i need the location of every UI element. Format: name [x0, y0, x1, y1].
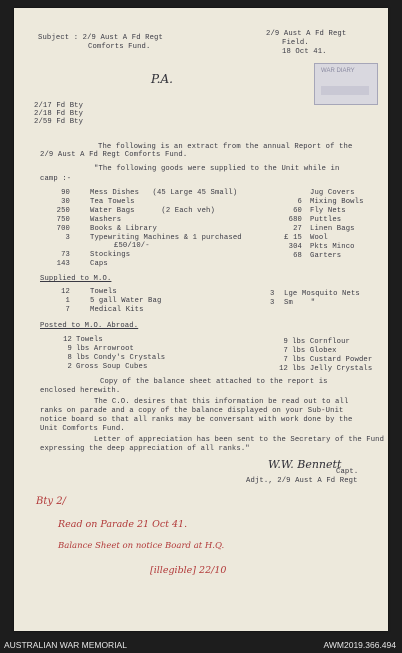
abroad-item: Towels [76, 336, 103, 344]
goods-qty: 27 [293, 225, 302, 233]
mo-item: Lge Mosquito Nets [284, 290, 360, 298]
abroad-qty: 9 [283, 338, 288, 346]
battery-item: 2/17 Fd Bty [34, 102, 84, 110]
abroad-qty: 12 [279, 365, 288, 373]
goods-qty: 700 [56, 225, 70, 233]
abroad-qty: 8 [67, 354, 72, 362]
goods-item: Washers [90, 216, 122, 224]
goods-intro-line: "The following goods were supplied to the Unit while in [94, 165, 340, 173]
goods-item: Water Bags (2 Each veh) [90, 207, 215, 215]
goods-item: Wool [310, 234, 328, 242]
mo-item: Towels [90, 288, 117, 296]
closing-line: Letter of appreciation has been sent to the Secretary of the Fund [94, 436, 385, 444]
goods-item: Pkts Minco [310, 243, 355, 251]
footer-institution: AUSTRALIAN WAR MEMORIAL [4, 640, 127, 650]
goods-item: Jug Covers [310, 189, 355, 197]
abroad-qty: 7 [283, 356, 288, 364]
goods-qty: 6 [297, 198, 302, 206]
abroad-item: lbs Condy's Crystals [76, 354, 166, 362]
document-page [14, 8, 388, 631]
closing-line: expressing the deep appreciation of all ranks." [40, 445, 250, 453]
abroad-qty: 7 [283, 347, 288, 355]
closing-line: The C.O. desires that this information be read out to all [94, 398, 349, 406]
goods-intro-line: camp :- [40, 175, 72, 183]
goods-item: Mixing Bowls [310, 198, 364, 206]
unit-name: 2/9 Aust A Fd Regt [266, 30, 347, 38]
abroad-item: lbs Jelly Crystals [292, 365, 373, 373]
closing-line: notice board so that all ranks may be conversant with work done by the [40, 416, 353, 424]
goods-qty: 73 [61, 251, 70, 259]
closing-line: Unit Comforts Fund. [40, 425, 125, 433]
unit-location: Field. [282, 39, 309, 47]
goods-item: Fly Nets [310, 207, 346, 215]
signatory-role: Adjt., 2/9 Aust A Fd Regt [246, 477, 358, 485]
goods-item: Linen Bags [310, 225, 355, 233]
goods-item: Puttles [310, 216, 342, 224]
goods-item: Caps [90, 260, 108, 268]
abroad-qty: 2 [67, 363, 72, 371]
handwritten-pa-mark: P.A. [151, 72, 173, 86]
mo-qty: 3 [270, 290, 275, 298]
handwritten-initials: [illegible] 22/10 [150, 565, 227, 576]
goods-qty: £ 15 [284, 234, 302, 242]
goods-item: Stockings [90, 251, 131, 259]
battery-item: 2/18 Fd Bty [34, 110, 84, 118]
abroad-qty: 12 [63, 336, 72, 344]
section-heading-mo: Supplied to M.O. [40, 275, 112, 283]
goods-qty: 90 [61, 189, 70, 197]
abroad-item: lbs Globex [292, 347, 337, 355]
closing-line: ranks on parade and a copy of the balance displayed on your Sub-Unit [40, 407, 344, 415]
battery-item: 2/59 Fd Bty [34, 118, 84, 126]
abroad-item: lbs Arrowroot [76, 345, 135, 353]
goods-qty: 30 [61, 198, 70, 206]
mo-qty: 7 [65, 306, 70, 314]
abroad-item: Gross Soup Cubes [76, 363, 148, 371]
signatory-rank: Capt. [336, 468, 359, 476]
mo-item: Sm " [284, 299, 316, 307]
goods-qty: 304 [288, 243, 302, 251]
goods-item: Books & Library [90, 225, 157, 233]
goods-qty: 250 [56, 207, 70, 215]
goods-qty: 750 [56, 216, 70, 224]
goods-item: £50/10/- [114, 242, 150, 250]
mo-qty: 3 [270, 299, 275, 307]
abroad-item: lbs Cornflour [292, 338, 351, 346]
mo-qty: 1 [65, 297, 70, 305]
subject-line: Subject : 2/9 Aust A Fd Regt [38, 34, 163, 42]
stamp-text: WAR DIARY [321, 68, 355, 74]
mo-item: Medical Kits [90, 306, 144, 314]
subject-line-2: Comforts Fund. [88, 43, 151, 51]
handwritten-note-read: Read on Parade 21 Oct 41. [58, 519, 188, 530]
goods-qty: 3 [65, 234, 70, 242]
goods-item: Garters [310, 252, 342, 260]
section-heading-abroad: Posted to M.O. Abroad. [40, 322, 139, 330]
signature: W.W. Bennett [268, 458, 342, 471]
mo-qty: 12 [61, 288, 70, 296]
mo-item: 5 gall Water Bag [90, 297, 162, 305]
goods-qty: 143 [56, 260, 70, 268]
goods-qty: 68 [293, 252, 302, 260]
intro-line: 2/9 Aust A Fd Regt Comforts Fund. [40, 151, 188, 159]
goods-item: Typewriting Machines & 1 purchased [90, 234, 242, 242]
abroad-qty: 9 [67, 345, 72, 353]
handwritten-note-battery: Bty 2/ [36, 496, 66, 507]
archive-footer [0, 638, 402, 653]
goods-item: Mess Dishes (45 Large 45 Small) [90, 189, 238, 197]
stamp-redaction [321, 86, 369, 95]
footer-accession: AWM2019.366.494 [323, 640, 396, 650]
goods-qty: 60 [293, 207, 302, 215]
document-date: 18 Oct 41. [282, 48, 327, 56]
war-diary-stamp [314, 63, 378, 105]
abroad-item: lbs Custard Powder [292, 356, 373, 364]
closing-line: Copy of the balance sheet attached to the report is [100, 378, 328, 386]
intro-line: The following is an extract from the annual Report of the [98, 143, 353, 151]
goods-item: Tea Towels [90, 198, 135, 206]
goods-qty: 680 [288, 216, 302, 224]
closing-line: enclosed herewith. [40, 387, 121, 395]
handwritten-note-balance: Balance Sheet on notice Board at H.Q. [58, 541, 225, 551]
